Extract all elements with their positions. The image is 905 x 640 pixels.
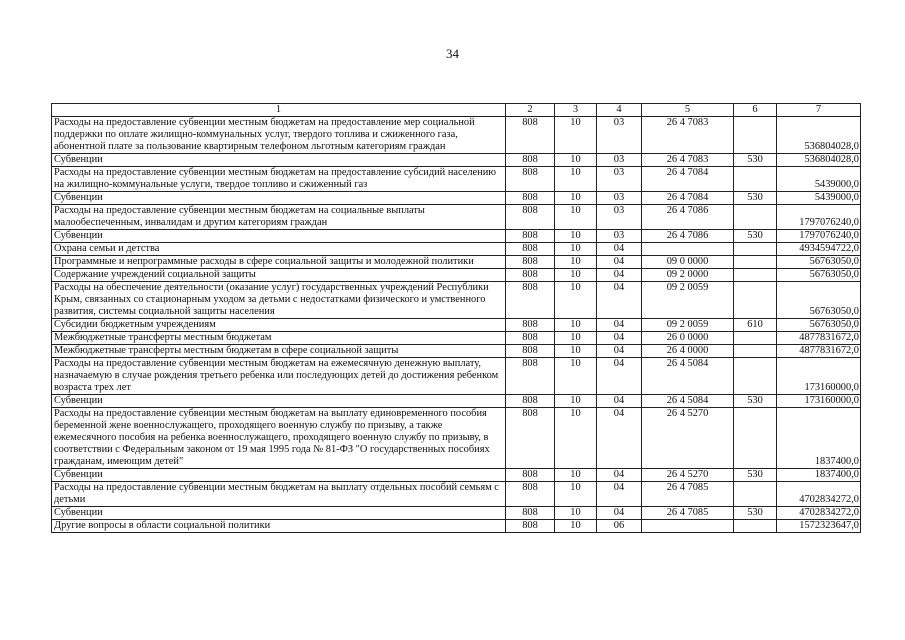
expense-type-code-cell: [734, 345, 777, 358]
description-cell: Программные и непрограммные расходы в сфере социальной защиты и молодежной политики: [52, 256, 506, 269]
ministry-code-cell: 808: [506, 243, 555, 256]
section-code-cell: 10: [555, 282, 597, 319]
amount-cell: 4934594722,0: [777, 243, 861, 256]
expense-type-code-cell: 530: [734, 507, 777, 520]
section-code-cell: 10: [555, 358, 597, 395]
section-code-cell: 10: [555, 230, 597, 243]
target-article-code-cell: 26 4 5084: [642, 395, 734, 408]
target-article-code-cell: 09 0 0000: [642, 256, 734, 269]
ministry-code-cell: 808: [506, 230, 555, 243]
description-cell: Субвенции: [52, 230, 506, 243]
section-code-cell: 10: [555, 117, 597, 154]
amount-cell: 536804028,0: [777, 117, 861, 154]
target-article-code-cell: 26 0 0000: [642, 332, 734, 345]
section-code-cell: 10: [555, 192, 597, 205]
description-cell: Субвенции: [52, 154, 506, 167]
amount-cell: 1837400,0: [777, 408, 861, 469]
section-code-cell: 10: [555, 395, 597, 408]
table-row: [52, 230, 861, 243]
target-article-code-cell: 09 2 0059: [642, 282, 734, 319]
ministry-code-cell: 808: [506, 358, 555, 395]
description-cell: Охрана семьи и детства: [52, 243, 506, 256]
amount-cell: 173160000,0: [777, 358, 861, 395]
page-number: 34: [446, 46, 459, 61]
ministry-code-cell: 808: [506, 408, 555, 469]
header-cell-section-code: 3: [555, 104, 597, 117]
table-row: [52, 358, 861, 395]
expense-type-code-cell: [734, 269, 777, 282]
amount-cell: 1837400,0: [777, 469, 861, 482]
amount-cell: 56763050,0: [777, 319, 861, 332]
subsection-code-cell: 03: [597, 205, 642, 230]
subsection-code-cell: 03: [597, 230, 642, 243]
section-code-cell: 10: [555, 205, 597, 230]
target-article-code-cell: [642, 243, 734, 256]
amount-cell: 4702834272,0: [777, 507, 861, 520]
table-header-row: [52, 104, 861, 117]
description-cell: Расходы на предоставление субвенции местным бюджетам на ежемесячную денежную выплату, назначаемую в случае рождения третьего ребенка или последующих детей до достижения ребенком возраста трех лет: [52, 358, 506, 395]
table-row: [52, 482, 861, 507]
table-row: [52, 408, 861, 469]
subsection-code-cell: 04: [597, 345, 642, 358]
header-cell-target-article-code: 5: [642, 104, 734, 117]
subsection-code-cell: 04: [597, 319, 642, 332]
ministry-code-cell: 808: [506, 167, 555, 192]
table-row: [52, 205, 861, 230]
amount-cell: 56763050,0: [777, 256, 861, 269]
section-code-cell: 10: [555, 408, 597, 469]
subsection-code-cell: 03: [597, 167, 642, 192]
expense-type-code-cell: 530: [734, 192, 777, 205]
expense-type-code-cell: [734, 117, 777, 154]
ministry-code-cell: 808: [506, 269, 555, 282]
description-cell: Расходы на предоставление субвенции местным бюджетам на выплату единовременного пособия беременной жене военнослужащего, проходящего военную службу по призыву, а также ежемесячного пособия на ребенка военнослужащего, проходящего военную службу по призыву, в соответствии с Федеральным законом от 19 мая 1995 года № 81-ФЗ "О государственных пособиях гражданам, имеющим детей": [52, 408, 506, 469]
description-cell: Субвенции: [52, 192, 506, 205]
ministry-code-cell: 808: [506, 332, 555, 345]
ministry-code-cell: 808: [506, 319, 555, 332]
target-article-code-cell: 26 4 5270: [642, 408, 734, 469]
table-row: [52, 117, 861, 154]
section-code-cell: 10: [555, 154, 597, 167]
table-row: [52, 192, 861, 205]
ministry-code-cell: 808: [506, 282, 555, 319]
target-article-code-cell: 09 2 0000: [642, 269, 734, 282]
expense-type-code-cell: [734, 282, 777, 319]
target-article-code-cell: 26 4 0000: [642, 345, 734, 358]
description-cell: Субвенции: [52, 507, 506, 520]
ministry-code-cell: 808: [506, 256, 555, 269]
subsection-code-cell: 03: [597, 117, 642, 154]
amount-cell: 56763050,0: [777, 269, 861, 282]
table-row: [52, 395, 861, 408]
target-article-code-cell: 26 4 5084: [642, 358, 734, 395]
table-row: [52, 520, 861, 533]
target-article-code-cell: 09 2 0059: [642, 319, 734, 332]
target-article-code-cell: 26 4 7085: [642, 507, 734, 520]
table-row: [52, 256, 861, 269]
ministry-code-cell: 808: [506, 192, 555, 205]
description-cell: Расходы на предоставление субвенции местным бюджетам на предоставление субсидий населению на жилищно-коммунальные услуги, твердое топливо и сжиженный газ: [52, 167, 506, 192]
description-cell: Расходы на предоставление субвенции местным бюджетам на предоставление мер социальной поддержки по оплате жилищно-коммунальных услуг, твердого топлива и сжиженного газа, абонентной плате за пользование квартирным телефоном льготным категориям граждан: [52, 117, 506, 154]
expense-type-code-cell: 610: [734, 319, 777, 332]
ministry-code-cell: 808: [506, 205, 555, 230]
description-cell: Содержание учреждений социальной защиты: [52, 269, 506, 282]
subsection-code-cell: 06: [597, 520, 642, 533]
table-row: [52, 319, 861, 332]
description-cell: Расходы на обеспечение деятельности (оказание услуг) государственных учреждений Республики Крым, связанных со стационарным уходом за детьми с недостатками физического и умственного развития, системы социальной защиты населения: [52, 282, 506, 319]
expense-type-code-cell: [734, 358, 777, 395]
expense-type-code-cell: [734, 408, 777, 469]
expense-type-code-cell: [734, 520, 777, 533]
expense-type-code-cell: 530: [734, 395, 777, 408]
target-article-code-cell: 26 4 7083: [642, 154, 734, 167]
section-code-cell: 10: [555, 256, 597, 269]
subsection-code-cell: 03: [597, 192, 642, 205]
subsection-code-cell: 04: [597, 469, 642, 482]
description-cell: Субвенции: [52, 395, 506, 408]
section-code-cell: 10: [555, 269, 597, 282]
budget-table: [51, 103, 861, 533]
target-article-code-cell: 26 4 7083: [642, 117, 734, 154]
ministry-code-cell: 808: [506, 469, 555, 482]
ministry-code-cell: 808: [506, 395, 555, 408]
expense-type-code-cell: [734, 332, 777, 345]
subsection-code-cell: 04: [597, 482, 642, 507]
subsection-code-cell: 04: [597, 408, 642, 469]
amount-cell: 5439000,0: [777, 167, 861, 192]
section-code-cell: 10: [555, 167, 597, 192]
table-row: [52, 243, 861, 256]
expense-type-code-cell: [734, 243, 777, 256]
target-article-code-cell: 26 4 7084: [642, 192, 734, 205]
subsection-code-cell: 04: [597, 358, 642, 395]
expense-type-code-cell: 530: [734, 154, 777, 167]
section-code-cell: 10: [555, 243, 597, 256]
header-cell-amount: 7: [777, 104, 861, 117]
description-cell: Субвенции: [52, 469, 506, 482]
section-code-cell: 10: [555, 319, 597, 332]
expense-type-code-cell: [734, 167, 777, 192]
table-row: [52, 469, 861, 482]
expense-type-code-cell: 530: [734, 230, 777, 243]
ministry-code-cell: 808: [506, 507, 555, 520]
subsection-code-cell: 04: [597, 256, 642, 269]
expense-type-code-cell: [734, 205, 777, 230]
description-cell: Расходы на предоставление субвенции местным бюджетам на выплату отдельных пособий семьям с детьми: [52, 482, 506, 507]
expense-type-code-cell: [734, 482, 777, 507]
expense-type-code-cell: [734, 256, 777, 269]
amount-cell: 1572323647,0: [777, 520, 861, 533]
target-article-code-cell: 26 4 7086: [642, 230, 734, 243]
table-row: [52, 345, 861, 358]
subsection-code-cell: 03: [597, 154, 642, 167]
subsection-code-cell: 04: [597, 332, 642, 345]
target-article-code-cell: 26 4 5270: [642, 469, 734, 482]
description-cell: Субсидии бюджетным учреждениям: [52, 319, 506, 332]
subsection-code-cell: 04: [597, 507, 642, 520]
subsection-code-cell: 04: [597, 269, 642, 282]
subsection-code-cell: 04: [597, 282, 642, 319]
table-row: [52, 269, 861, 282]
table-row: [52, 167, 861, 192]
amount-cell: 1797076240,0: [777, 230, 861, 243]
amount-cell: 1797076240,0: [777, 205, 861, 230]
subsection-code-cell: 04: [597, 243, 642, 256]
amount-cell: 4877831672,0: [777, 332, 861, 345]
ministry-code-cell: 808: [506, 154, 555, 167]
header-cell-description: 1: [52, 104, 506, 117]
expense-type-code-cell: 530: [734, 469, 777, 482]
section-code-cell: 10: [555, 520, 597, 533]
header-cell-ministry-code: 2: [506, 104, 555, 117]
amount-cell: 4877831672,0: [777, 345, 861, 358]
section-code-cell: 10: [555, 345, 597, 358]
budget-table-body: [52, 104, 861, 533]
target-article-code-cell: 26 4 7086: [642, 205, 734, 230]
description-cell: Другие вопросы в области социальной политики: [52, 520, 506, 533]
table-row: [52, 154, 861, 167]
description-cell: Межбюджетные трансферты местным бюджетам в сфере социальной защиты: [52, 345, 506, 358]
ministry-code-cell: 808: [506, 482, 555, 507]
header-cell-expense-type-code: 6: [734, 104, 777, 117]
target-article-code-cell: [642, 520, 734, 533]
ministry-code-cell: 808: [506, 345, 555, 358]
description-cell: Межбюджетные трансферты местным бюджетам: [52, 332, 506, 345]
ministry-code-cell: 808: [506, 117, 555, 154]
section-code-cell: 10: [555, 332, 597, 345]
amount-cell: 5439000,0: [777, 192, 861, 205]
ministry-code-cell: 808: [506, 520, 555, 533]
amount-cell: 536804028,0: [777, 154, 861, 167]
amount-cell: 56763050,0: [777, 282, 861, 319]
description-cell: Расходы на предоставление субвенции местным бюджетам на социальные выплаты малообеспеченным, инвалидам и другим категориям граждан: [52, 205, 506, 230]
target-article-code-cell: 26 4 7085: [642, 482, 734, 507]
table-row: [52, 507, 861, 520]
amount-cell: 4702834272,0: [777, 482, 861, 507]
table-row: [52, 282, 861, 319]
subsection-code-cell: 04: [597, 395, 642, 408]
section-code-cell: 10: [555, 507, 597, 520]
table-row: [52, 332, 861, 345]
section-code-cell: 10: [555, 482, 597, 507]
section-code-cell: 10: [555, 469, 597, 482]
header-cell-subsection-code: 4: [597, 104, 642, 117]
target-article-code-cell: 26 4 7084: [642, 167, 734, 192]
amount-cell: 173160000,0: [777, 395, 861, 408]
